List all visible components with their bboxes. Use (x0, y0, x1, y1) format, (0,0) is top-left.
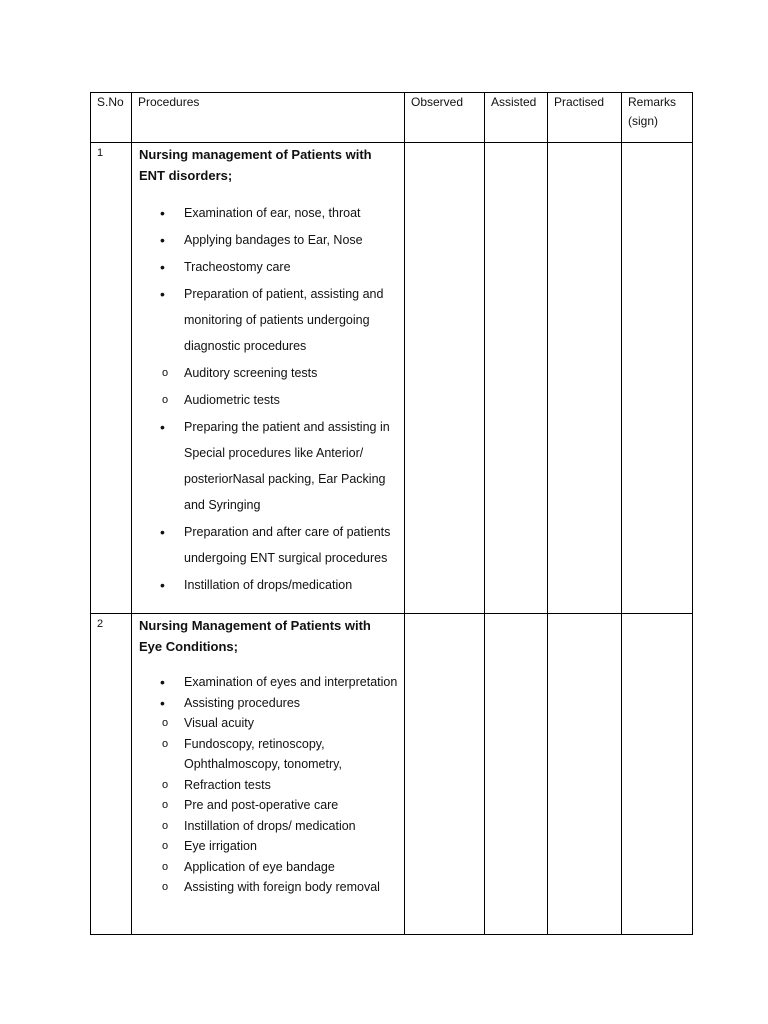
list-item-text: Pre and post-operative care (184, 798, 339, 812)
list-item (139, 281, 398, 359)
list-item-text: Instillation of drops/medication (184, 578, 353, 592)
observed-cell (405, 614, 485, 935)
header-assisted: Assisted (485, 93, 548, 143)
row-number: 2 (91, 614, 132, 935)
list-item-text: Examination of ear, nose, throat (184, 206, 361, 220)
list-item-text: Eye irrigation (184, 839, 257, 853)
bullet-icon: • (160, 286, 165, 302)
list-item-text: Auditory screening tests (184, 366, 318, 380)
circle-bullet-icon: o (162, 799, 169, 811)
list-item-text: Refraction tests (184, 777, 271, 792)
bullet-icon: • (160, 694, 165, 711)
list-item-text: Preparation of patient, assisting and monitoring of patients undergoing diagnostic procedures (184, 287, 384, 353)
bullet-icon: • (160, 524, 165, 540)
section-title: Nursing Management of Patients with Eye Conditions; (139, 618, 371, 654)
procedures-table (90, 92, 693, 935)
list-item (139, 572, 398, 598)
list-item-text: Audiometric tests (184, 393, 280, 407)
assisted-cell (485, 143, 548, 614)
bullet-icon: • (160, 232, 165, 248)
bullet-icon: • (160, 674, 165, 690)
list-item (139, 877, 398, 898)
list-item-text: Tracheostomy care (184, 260, 291, 274)
list-item-text: Assisting with foreign body removal (184, 880, 380, 894)
list-item-text: Preparing the patient and assisting in Special procedures like Anterior/ posteriorNasal packing, Ear Packing and Syringing (184, 420, 390, 512)
circle-bullet-icon: o (162, 737, 169, 750)
list-item (139, 254, 398, 280)
list-item (139, 713, 398, 734)
list-item-text: Preparation and after care of patients undergoing ENT surgical procedures (184, 525, 391, 565)
remarks-cell (622, 614, 693, 935)
circle-bullet-icon: o (162, 717, 169, 729)
list-item (139, 414, 398, 518)
list-item-text: Applying bandages to Ear, Nose (184, 233, 363, 247)
list-item (139, 227, 398, 253)
practised-cell (548, 614, 622, 935)
header-remarks: Remarks (sign) (622, 93, 693, 143)
list-item (139, 816, 398, 837)
procedure-cell (132, 143, 405, 614)
list-item (139, 857, 398, 878)
list-item (139, 519, 398, 571)
observed-cell (405, 143, 485, 614)
bullet-icon: • (160, 577, 165, 593)
header-sno: S.No (91, 93, 132, 143)
bullet-icon: • (160, 419, 165, 435)
circle-bullet-icon: o (162, 394, 169, 406)
procedure-list (139, 672, 398, 906)
list-item (139, 693, 398, 714)
list-item (139, 734, 398, 775)
table-row (91, 143, 693, 614)
list-item-text: Instillation of drops/ medication (184, 818, 356, 833)
practised-cell (548, 143, 622, 614)
list-item-text: Assisting procedures (184, 695, 301, 710)
list-item (139, 775, 398, 796)
list-item (139, 360, 398, 386)
list-item (139, 795, 398, 816)
header-observed: Observed (405, 93, 485, 143)
procedure-list (139, 200, 398, 609)
header-procedures: Procedures (132, 93, 405, 143)
circle-bullet-icon: o (162, 367, 169, 379)
circle-bullet-icon: o (162, 840, 169, 852)
list-item-text: Examination of eyes and interpretation (184, 675, 398, 689)
remarks-cell (622, 143, 693, 614)
bullet-icon: • (160, 259, 165, 275)
header-practised: Practised (548, 93, 622, 143)
list-item (139, 672, 398, 693)
circle-bullet-icon: o (162, 881, 169, 893)
list-item (139, 200, 398, 226)
circle-bullet-icon: o (162, 778, 169, 791)
bullet-icon: • (160, 205, 165, 221)
list-item (139, 836, 398, 857)
list-item-text: Fundoscopy, retinoscopy, Ophthalmoscopy, tonometry, (184, 736, 342, 771)
assisted-cell (485, 614, 548, 935)
procedure-cell (132, 614, 405, 935)
header-row (91, 93, 693, 143)
list-item-text: Application of eye bandage (184, 859, 335, 874)
list-item (139, 387, 398, 413)
circle-bullet-icon: o (162, 819, 169, 832)
list-item-text: Visual acuity (184, 716, 254, 730)
circle-bullet-icon: o (162, 860, 169, 873)
section-title: Nursing management of Patients with ENT disorders; (139, 147, 372, 183)
table-row (91, 614, 693, 935)
row-number: 1 (91, 143, 132, 614)
